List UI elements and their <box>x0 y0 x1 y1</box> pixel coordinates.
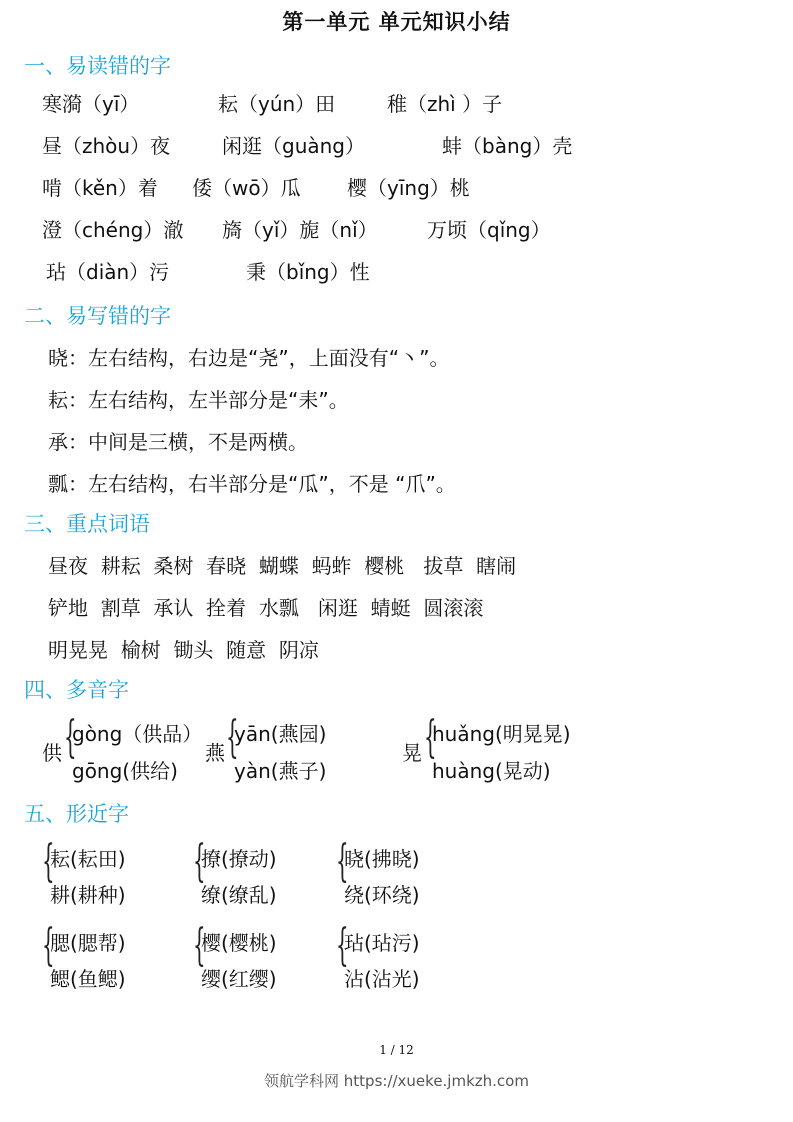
page-title: 第一单元 单元知识小结 <box>282 10 511 34</box>
brace-icon: { <box>64 712 77 763</box>
page-number: 1 / 12 <box>379 1043 414 1057</box>
similar-char-entry: 鳃(鱼鳃) <box>50 967 126 991</box>
polyphone-reading: gōng(供给) <box>72 759 178 783</box>
misread-item: 稚（zhì ）子 <box>387 92 503 116</box>
section-heading-similar-chars: 五、形近字 <box>24 802 129 826</box>
polyphone-char: 晃 <box>402 741 422 765</box>
polyphone-reading: yān(燕园) <box>234 722 327 746</box>
brace-icon: { <box>336 836 349 887</box>
section-heading-key-words: 三、重点词语 <box>24 512 150 536</box>
section-heading-misread: 一、易读错的字 <box>24 54 171 78</box>
polyphone-reading: huǎng(明晃晃) <box>432 722 571 746</box>
misread-item: 闲逛（guàng） <box>222 134 365 158</box>
miswritten-line: 耘：左右结构，左半部分是“耒”。 <box>48 388 349 412</box>
similar-char-entry: 耕(耕种) <box>50 883 126 907</box>
similar-char-entry: 晓(拂晓) <box>344 847 420 871</box>
key-words-line: 明晃晃 榆树 锄头 随意 阴凉 <box>48 638 319 662</box>
brace-icon: { <box>42 920 55 971</box>
miswritten-line: 瓢：左右结构，右半部分是“瓜”，不是 “爪”。 <box>48 472 456 496</box>
misread-item: 昼（zhòu）夜 <box>42 134 171 158</box>
misread-item: 秉（bǐng）性 <box>246 260 370 284</box>
polyphone-reading: yàn(燕子) <box>234 759 327 783</box>
brace-icon: { <box>424 712 437 763</box>
misread-item: 澄（chéng）澈 <box>42 218 184 242</box>
section-heading-polyphones: 四、多音字 <box>24 678 129 702</box>
key-words-line: 昼夜 耕耘 桑树 春晓 蝴蝶 蚂蚱 樱桃 拔草 瞎闹 <box>48 554 517 578</box>
brace-icon: { <box>193 920 206 971</box>
similar-char-entry: 腮(腮帮) <box>50 931 126 955</box>
brace-icon: { <box>193 836 206 887</box>
misread-item: 耘（yún）田 <box>218 92 336 116</box>
key-words-line: 铲地 割草 承认 拴着 水瓢 闲逛 蜻蜓 圆滚滚 <box>48 596 484 620</box>
similar-char-entry: 缭(缭乱) <box>201 883 277 907</box>
similar-char-entry: 樱(樱桃) <box>201 931 277 955</box>
similar-char-entry: 耘(耘田) <box>50 847 126 871</box>
polyphone-char: 燕 <box>205 741 225 765</box>
brace-icon: { <box>226 712 239 763</box>
polyphone-char: 供 <box>42 741 62 765</box>
brace-icon: { <box>42 836 55 887</box>
misread-item: 倭（wō）瓜 <box>192 176 301 200</box>
brace-icon: { <box>336 920 349 971</box>
similar-char-entry: 撩(撩动) <box>201 847 277 871</box>
similar-char-entry: 缨(红缨) <box>201 967 277 991</box>
miswritten-line: 承：中间是三横，不是两横。 <box>48 430 308 454</box>
miswritten-line: 晓：左右结构，右边是“尧”，上面没有“丶”。 <box>48 346 450 370</box>
misread-item: 啃（kěn）着 <box>42 176 158 200</box>
similar-char-entry: 沾(沾光) <box>344 967 420 991</box>
polyphone-reading: gòng（供品） <box>72 722 203 746</box>
similar-char-entry: 绕(环绕) <box>344 883 420 907</box>
similar-char-entry: 玷(玷污) <box>344 931 420 955</box>
misread-item: 蚌（bàng）壳 <box>442 134 573 158</box>
misread-item: 寒漪（yī） <box>42 92 140 116</box>
section-heading-miswritten: 二、易写错的字 <box>24 304 171 328</box>
site-watermark: 领航学科网 https://xueke.jmkzh.com <box>264 1072 529 1090</box>
misread-item: 旖（yǐ）旎（nǐ） <box>222 218 378 242</box>
misread-item: 樱（yīng）桃 <box>347 176 470 200</box>
polyphone-reading: huàng(晃动) <box>432 759 551 783</box>
misread-item: 万顷（qǐng） <box>427 218 551 242</box>
misread-item: 玷（diàn）污 <box>46 260 170 284</box>
